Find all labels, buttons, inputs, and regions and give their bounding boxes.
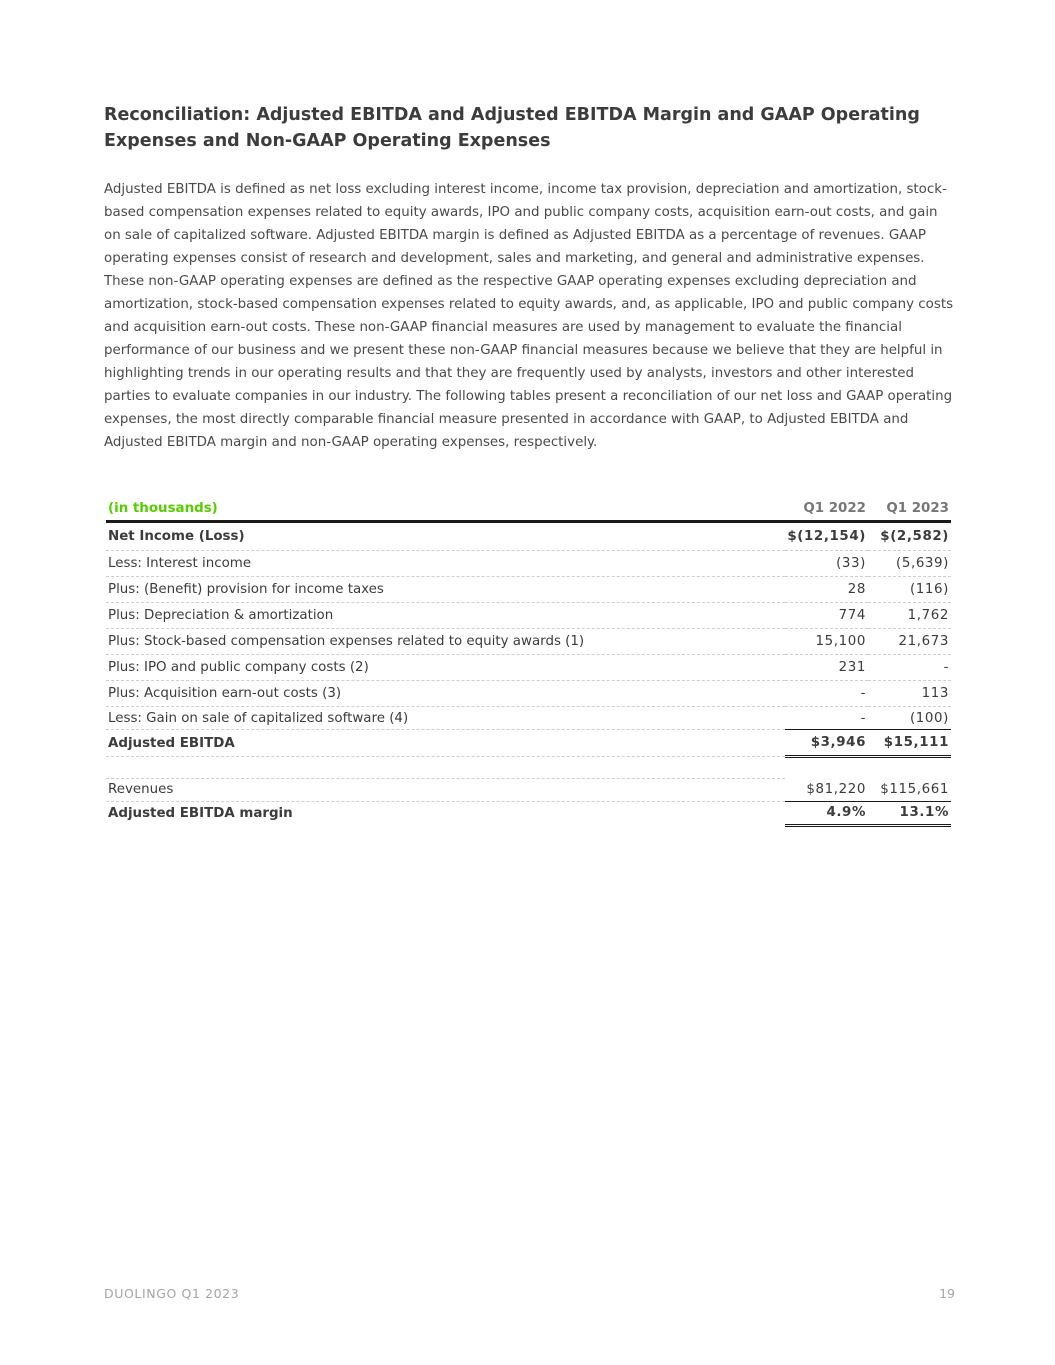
row-label: Revenues (106, 778, 785, 801)
value-q1-2023: 13.1% (868, 801, 951, 825)
row-label: Plus: Acquisition earn-out costs (3) (106, 681, 785, 707)
value-q1-2023: (116) (868, 577, 951, 603)
footer-label: DUOLINGO Q1 2023 (104, 1286, 240, 1301)
value-q1-2022: 231 (785, 655, 868, 681)
table-row (106, 551, 951, 577)
page-title: Reconciliation: Adjusted EBITDA and Adjusted EBITDA Margin and GAAP Operating Expenses and Non-GAAP Operating Expenses (104, 105, 920, 151)
value-q1-2022: $3,946 (785, 730, 868, 757)
value-q1-2022: - (785, 681, 868, 707)
table-header-row (106, 496, 951, 522)
table-row (106, 681, 951, 707)
value-q1-2023: $(2,582) (868, 522, 951, 551)
table-row (106, 655, 951, 681)
table-row (106, 577, 951, 603)
table-row (106, 603, 951, 629)
spacer-row (106, 757, 951, 779)
page-number: 19 (939, 1286, 955, 1301)
unit-label: (in thousands) (106, 496, 785, 522)
table-row (106, 522, 951, 551)
value-q1-2022: 15,100 (785, 629, 868, 655)
column-header-q1-2023: Q1 2023 (868, 496, 951, 522)
value-q1-2022: 4.9% (785, 801, 868, 825)
value-q1-2023: (5,639) (868, 551, 951, 577)
row-label: Plus: (Benefit) provision for income taxes (106, 577, 785, 603)
intro-paragraph: Adjusted EBITDA is defined as net loss excluding interest income, income tax provision, depreciation and amortization, stock-based compensation expenses related to equity awards, IPO and public company costs, acquisition earn-out costs, and gain on sale of capitalized software. Adjusted EBITDA margin is defined as Adjusted EBITDA as a percentage of revenues. GAAP operating expenses consist of research and development, sales and marketing, and general and administrative expenses. These non-GAAP operating expenses are defined as the respective GAAP operating expenses excluding depreciation and amortization, stock-based compensation expenses related to equity awards, and, as applicable, IPO and public company costs and acquisition earn-out costs. These non-GAAP financial measures are used by management to evaluate the financial performance of our business and we present these non-GAAP financial measures because we believe that they are helpful in highlighting trends in our operating results and that they are frequently used by analysts, investors and other interested parties to evaluate companies in our industry. The following tables present a reconciliation of our net loss and GAAP operating expenses, the most directly comparable financial measure presented in accordance with GAAP, to Adjusted EBITDA and Adjusted EBITDA margin and non-GAAP operating expenses, respectively. (104, 182, 954, 450)
adjusted-ebitda-row (106, 730, 951, 757)
table-row (106, 707, 951, 730)
row-label: Plus: Stock-based compensation expenses related to equity awards (1) (106, 629, 785, 655)
value-q1-2023: $115,661 (880, 781, 949, 797)
revenues-row (106, 778, 951, 801)
row-label: Less: Interest income (106, 551, 785, 577)
table-row (106, 629, 951, 655)
value-q1-2023: 21,673 (868, 629, 951, 655)
value-q1-2023: 113 (868, 681, 951, 707)
value-q1-2022: 774 (785, 603, 868, 629)
value-q1-2022: $(12,154) (785, 522, 868, 551)
value-q1-2022: - (785, 707, 868, 730)
value-q1-2023: (100) (868, 707, 951, 730)
row-label: Net Income (Loss) (106, 522, 785, 551)
value-q1-2023: 1,762 (868, 603, 951, 629)
value-q1-2022: $81,220 (806, 781, 866, 797)
adjusted-ebitda-margin-row (106, 801, 951, 825)
value-q1-2023: $15,111 (868, 730, 951, 757)
reconciliation-table (106, 496, 951, 827)
column-header-q1-2022: Q1 2022 (785, 496, 868, 522)
row-label: Plus: Depreciation & amortization (106, 603, 785, 629)
row-label: Plus: IPO and public company costs (2) (106, 655, 785, 681)
value-q1-2023: - (868, 655, 951, 681)
value-q1-2022: (33) (785, 551, 868, 577)
row-label: Adjusted EBITDA margin (108, 805, 293, 821)
value-q1-2022: 28 (785, 577, 868, 603)
row-label: Less: Gain on sale of capitalized software (4) (106, 707, 785, 730)
row-label: Adjusted EBITDA (106, 730, 785, 757)
